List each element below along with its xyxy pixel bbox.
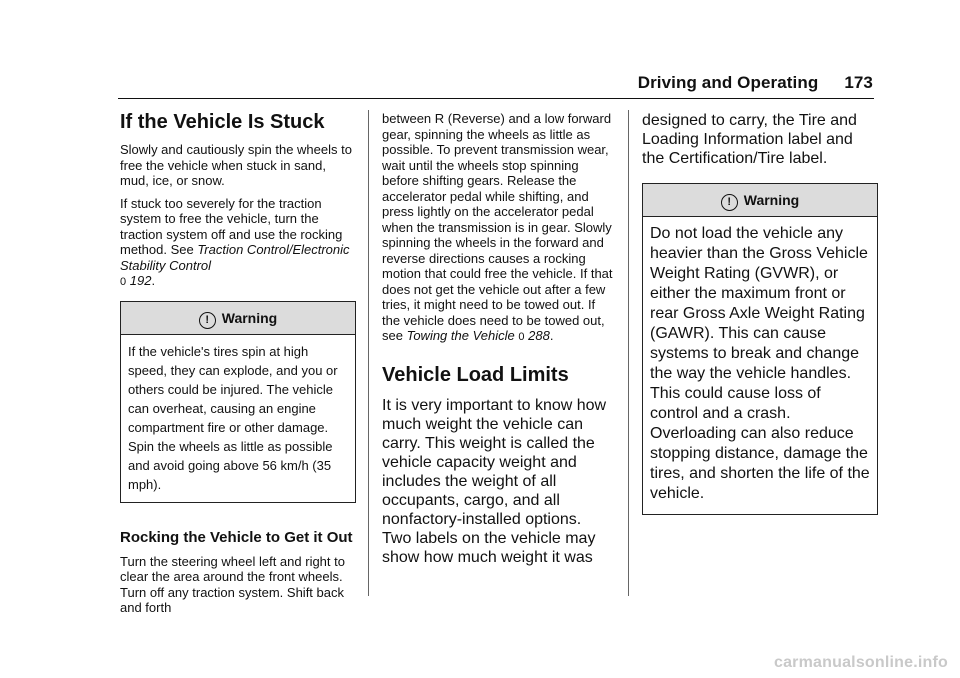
- paragraph-labels: designed to carry, the Tire and Loading Information label and the Certification/Tire label.: [642, 112, 857, 167]
- page-reference-icon: 0: [120, 276, 127, 288]
- warning-body: If the vehicle's tires spin at high speed, they can explode, and you or others could be injured. The vehicle can overheat, causing an engine compartment fire or other damage. Spin the wheels as little as possible and avoid going above 56 km/h (35 mph).: [128, 343, 338, 492]
- column-divider-2: [628, 110, 629, 596]
- section-heading-stuck: If the Vehicle Is Stuck: [120, 111, 325, 133]
- warning-circle-icon: !: [721, 194, 738, 211]
- paragraph-text: If stuck too severely for the traction system to free the vehicle, turn the traction system off and use the rocking method. See: [120, 195, 343, 257]
- column-1: [120, 111, 356, 623]
- column-2: [382, 111, 614, 567]
- section-heading-load-limits: Vehicle Load Limits: [382, 363, 569, 386]
- paragraph-rocking: Turn the steering wheel left and right to clear the area around the front wheels. Turn off any traction system. Shift back and forth: [120, 553, 345, 615]
- paragraph-stuck-severely: If stuck too severely for the traction system to free the vehicle, turn the traction system off and use the rocking method. See Traction Control/Electronic Stability Control 0 192.: [120, 195, 350, 288]
- reference-page-number[interactable]: 288: [528, 328, 550, 343]
- paragraph-spin-wheels: Slowly and cautiously spin the wheels to free the vehicle when stuck in sand, mud, ice, or snow.: [120, 142, 352, 188]
- column-3: [642, 111, 878, 515]
- warning-label: Warning: [743, 192, 800, 208]
- page-reference-icon: 0: [518, 331, 525, 343]
- warning-body: Do not load the vehicle any heavier than the Gross Vehicle Weight Rating (GVWR), or either the maximum front or rear Gross Axle Weight Rating (GAWR). This can cause systems to break and change the way the vehicle handles. This could cause loss of control and a crash. Overloading can also reduce stopping distance, damage the tires, and shorten the life of the vehicle.: [650, 225, 870, 502]
- paragraph-text: between R (Reverse) and a low forward gear, spinning the wheels as little as possible. To prevent transmission wear, wait until the wheels stop spinning before shifting gears. Release the accelerator pedal while shifting, and press lightly on the accelerator pedal when the transmission is in gear. Slowly spinning the wheels in the forward and reverse directions causes a rocking motion that could free the vehicle. If that does not get the vehicle out after a few tries, it might need to be towed out. If the vehicle does need to be towed out, see: [382, 111, 613, 343]
- header-rule: [118, 98, 874, 99]
- watermark: carmanualsonline.info: [773, 654, 948, 671]
- running-header: [638, 73, 873, 93]
- cross-reference-link[interactable]: Traction Control/Electronic Stability Control: [120, 242, 350, 273]
- paragraph-load-limits: It is very important to know how much weight the vehicle can carry. This weight is called the vehicle capacity weight and includes the weight of all occupants, cargo, and all nonfactory-installed options. Two labels on the vehicle may show how much weight it was: [382, 396, 607, 566]
- page-number: 173: [844, 73, 873, 92]
- cross-reference-link[interactable]: Towing the Vehicle: [406, 328, 515, 343]
- column-divider-1: [368, 110, 369, 596]
- paragraph-rocking-continued: between R (Reverse) and a low forward gear, spinning the wheels as little as possible. To prevent transmission wear, wait until the wheels stop spinning before shifting gears. Release the accelerator pedal while shifting, and press lightly on the accelerator pedal when the transmission is in gear. Slowly spinning the wheels in the forward and reverse directions causes a rocking motion that could free the vehicle. If that does not get the vehicle out after a few tries, it might need to be towed out. If the vehicle does need to be towed out, see Towing the Vehicle 0 288.: [382, 111, 613, 343]
- subheading-rocking: Rocking the Vehicle to Get it Out: [120, 528, 353, 546]
- header-section-title: Driving and Operating: [637, 73, 819, 92]
- warning-circle-icon: !: [199, 312, 216, 329]
- reference-page-number[interactable]: 192: [129, 273, 152, 288]
- warning-box-overload: [642, 183, 878, 515]
- warning-box-tire-spin: [120, 301, 356, 503]
- warning-label: Warning: [221, 309, 278, 326]
- warning-header: [643, 184, 877, 217]
- warning-header: [121, 302, 355, 335]
